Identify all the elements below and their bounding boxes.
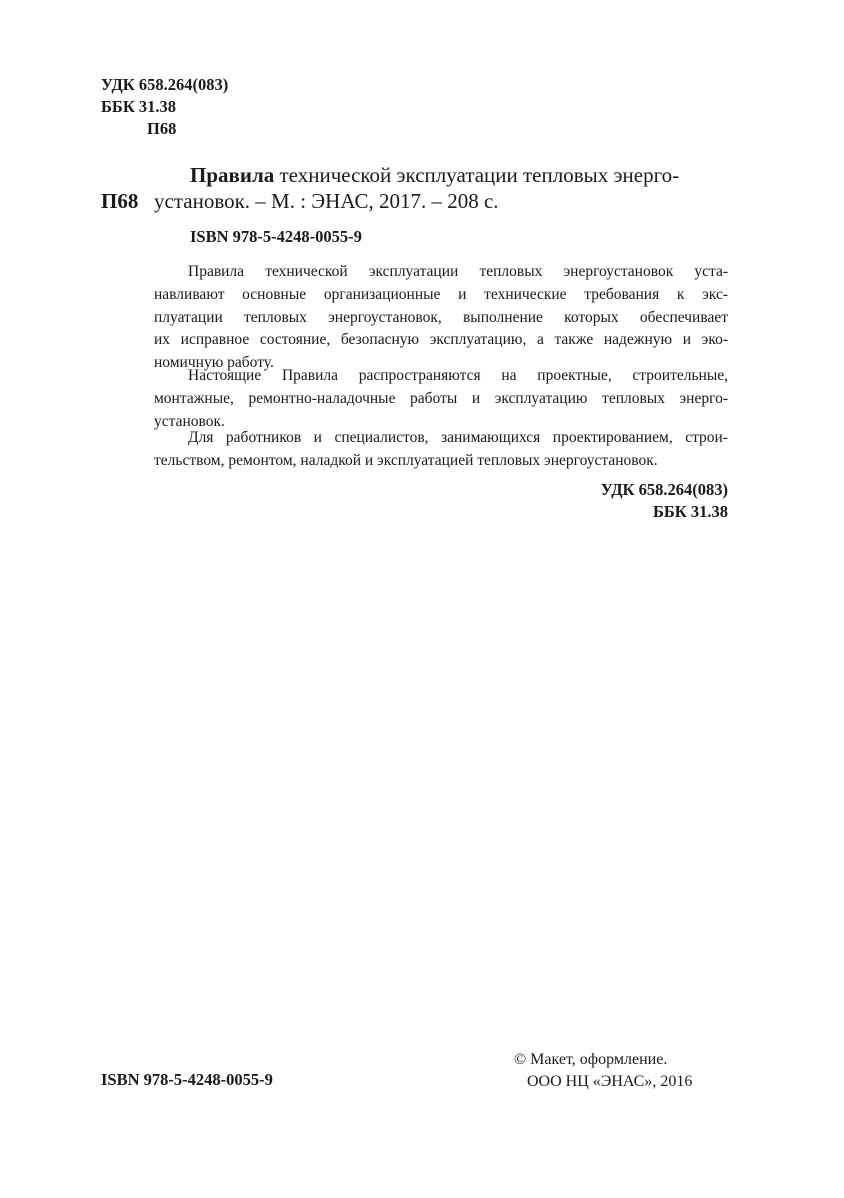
abstract-line: плуатации тепловых энергоустановок, выполнение которых обеспечивает bbox=[154, 308, 728, 326]
abstract-line: Для работников и специалистов, занимающихся проектированием, строи- bbox=[188, 429, 728, 446]
classification-udk: УДК 658.264(083) bbox=[600, 480, 728, 499]
abstract-line: установок. bbox=[154, 412, 225, 430]
bibliographic-isbn: ISBN 978-5-4248-0055-9 bbox=[190, 227, 362, 246]
bibliographic-title-line2: установок. – М. : ЭНАС, 2017. – 208 с. bbox=[154, 189, 499, 213]
footer-copyright-line1: © Макет, оформление. bbox=[514, 1051, 668, 1068]
abstract-line: навливают основные организационные и технические требования к экс- bbox=[154, 285, 728, 303]
title-bold-word: Правила bbox=[190, 163, 275, 187]
abstract-line: Настоящие Правила распространяются на проектные, строительные, bbox=[188, 367, 728, 384]
abstract-line: Правила технической эксплуатации тепловых энергоустановок уста- bbox=[188, 263, 728, 280]
abstract-line: их исправное состояние, безопасную эксплуатацию, а также надежную и эко- bbox=[154, 331, 728, 349]
abstract-paragraph-2 bbox=[154, 365, 728, 433]
header-author-sign: П68 bbox=[147, 119, 177, 138]
footer-copyright-line2: ООО НЦ «ЭНАС», 2016 bbox=[527, 1073, 693, 1090]
abstract-line: монтажные, ремонтно-наладочные работы и эксплуатацию тепловых энерго- bbox=[154, 389, 728, 407]
title-rest: технической эксплуатации тепловых энерго- bbox=[279, 163, 680, 187]
abstract-paragraph-1 bbox=[154, 261, 728, 375]
footer-isbn: ISBN 978-5-4248-0055-9 bbox=[101, 1070, 273, 1089]
bibliographic-title-line1 bbox=[190, 162, 679, 188]
abstract-line: тельством, ремонтом, наладкой и эксплуатацией тепловых энергоустановок. bbox=[154, 451, 658, 469]
header-udk: УДК 658.264(083) bbox=[101, 75, 229, 94]
bibliographic-author-sign: П68 bbox=[101, 189, 139, 213]
abstract-paragraph-3 bbox=[154, 427, 728, 473]
classification-bbk: ББК 31.38 bbox=[652, 502, 728, 521]
header-bbk: ББК 31.38 bbox=[101, 97, 177, 116]
abstract-line: номичную работу. bbox=[154, 354, 274, 372]
